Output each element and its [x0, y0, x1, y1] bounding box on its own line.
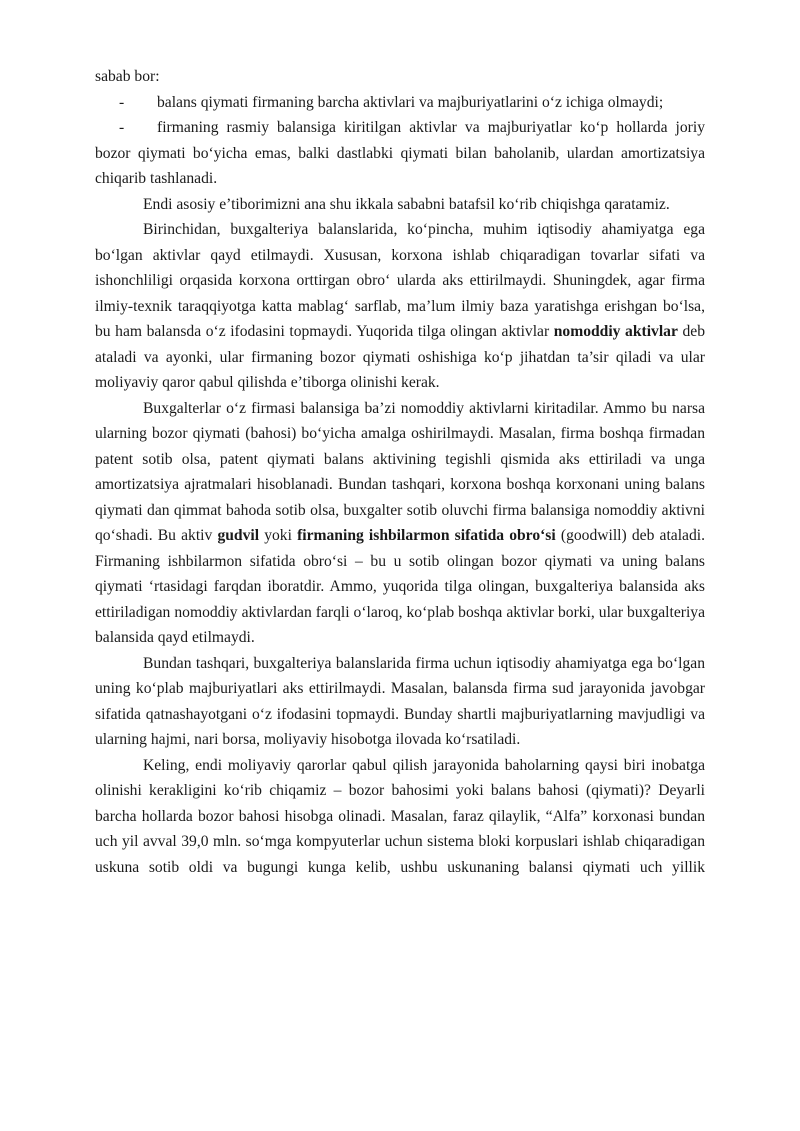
paragraph: Bundan tashqari, buxgalteriya balanslarida firma uchun iqtisodiy ahamiyatga ega bo‘lgan uning ko‘plab majburiyatlari aks ettirilmaydi. Masalan, balansda firma sud jarayonida javobgar sifatida qatnashayotgani o‘z ifodasini topmaydi. Bunday shartli majburiyatlarning mavjudligi va ularning hajmi, nari borsa, moliyaviy hisobotga ilovada ko‘rsatiladi. [95, 654, 705, 748]
bold-term: gudvil [217, 527, 260, 544]
paragraph-text: deb ataladi va ayonki, ular firmaning bozor qiymati oshishiga ko‘p jihatdan ta’sir qiladi va ular moliyaviy qaror qabul qilishda e’tiborga olinishi kerak. [95, 323, 705, 391]
bullet-text: balans qiymati firmaning barcha aktivlari va majburiyatlarini o‘z ichiga olmaydi; [157, 93, 664, 111]
bold-term: firmaning ishbilarmon sifatida obro‘si [297, 527, 556, 544]
bullet-item [95, 90, 705, 116]
bullet-text: firmaning rasmiy balansiga kiritilgan aktivlar va majburiyatlar ko‘p hollarda joriy bozor qiymati bo‘yicha emas, balki dastlabki qiymati bilan baholanib, ulardan amortizatsiya chiqarib tashlanadi. [95, 119, 705, 187]
paragraph-text: yoki [259, 527, 298, 544]
paragraph [95, 396, 705, 651]
dash-marker: - [119, 119, 125, 136]
bold-term: nomoddiy aktivlar [553, 323, 678, 340]
dash-marker: - [119, 93, 125, 111]
intro-line: sabab bor: [95, 68, 160, 85]
document-page [95, 64, 705, 880]
paragraph-text: Birinchidan, buxgalteriya balanslarida, ko‘pincha, muhim iqtisodiy ahamiyatga ega bo‘lgan aktivlar qayd etilmaydi. Xususan, korxona ishlab chiqaradigan tovarlar sifati va ishonchliligi orqasida korxona orttirgan obro‘ ularda aks ettirilmaydi. Shuningdek, agar firma ilmiy-texnik taraqqiyotga katta mablag‘ sarflab, ma’lum ilmiy baza yaratishga erishgan bo‘lsa, bu ham balansda o‘z ifodasini topmaydi. Yuqorida tilga olingan aktivlar [95, 221, 705, 340]
paragraph: Endi asosiy e’tiborimizni ana shu ikkala sababni batafsil ko‘rib chiqishga qaratamiz. [143, 195, 670, 213]
bullet-item [95, 115, 705, 192]
paragraph [95, 217, 705, 396]
paragraph-text: (goodwill) deb ataladi. Firmaning ishbilarmon sifatida obro‘si – bu u sotib olingan bozor qiymati va uning balans qiymati ‘rtasidagi farqdan iboratdir. Ammo, yuqorida tilga olingan, buxgalteriya balansida aks ettiriladigan nomoddiy aktivlardan farqli o‘laroq, ko‘plab boshqa aktivlar borki, ular buxgalteriya balansida qayd etilmaydi. [95, 527, 705, 646]
paragraph: Keling, endi moliyaviy qarorlar qabul qilish jarayonida baholarning qaysi biri inobatga olinishi kerakligini ko‘rib chiqamiz – bozor bahosimi yoki balans bahosi (qiymati)? Deyarli barcha hollarda bozor bahosi hisobga olinadi. Masalan, faraz qilaylik, “Alfa” korxonasi bundan uch yil avval 39,0 mln. so‘mga kompyuterlar uchun sistema bloki korpuslari ishlab chiqaradigan uskuna sotib oldi va bugungi kunga kelib, ushbu uskunaning balansi qiymati uch yillik [95, 756, 705, 876]
paragraph-text: Buxgalterlar o‘z firmasi balansiga ba’zi nomoddiy aktivlarni kiritadilar. Ammo bu narsa ularning bozor qiymati (bahosi) bo‘yicha amalga oshirilmaydi. Masalan, firma boshqa firmadan patent sotib olsa, patent qiymati balans aktivining tegishli qismida aks ettiriladi va unga amortizatsiya ajratmalari hisoblanadi. Bundan tashqari, korxona boshqa korxonani uning balans qiymati dan qimmat bahoda sotib olsa, buxgalter sotib oluvchi firma balansiga nomoddiy aktivni qo‘shadi. Bu aktiv [95, 399, 705, 544]
